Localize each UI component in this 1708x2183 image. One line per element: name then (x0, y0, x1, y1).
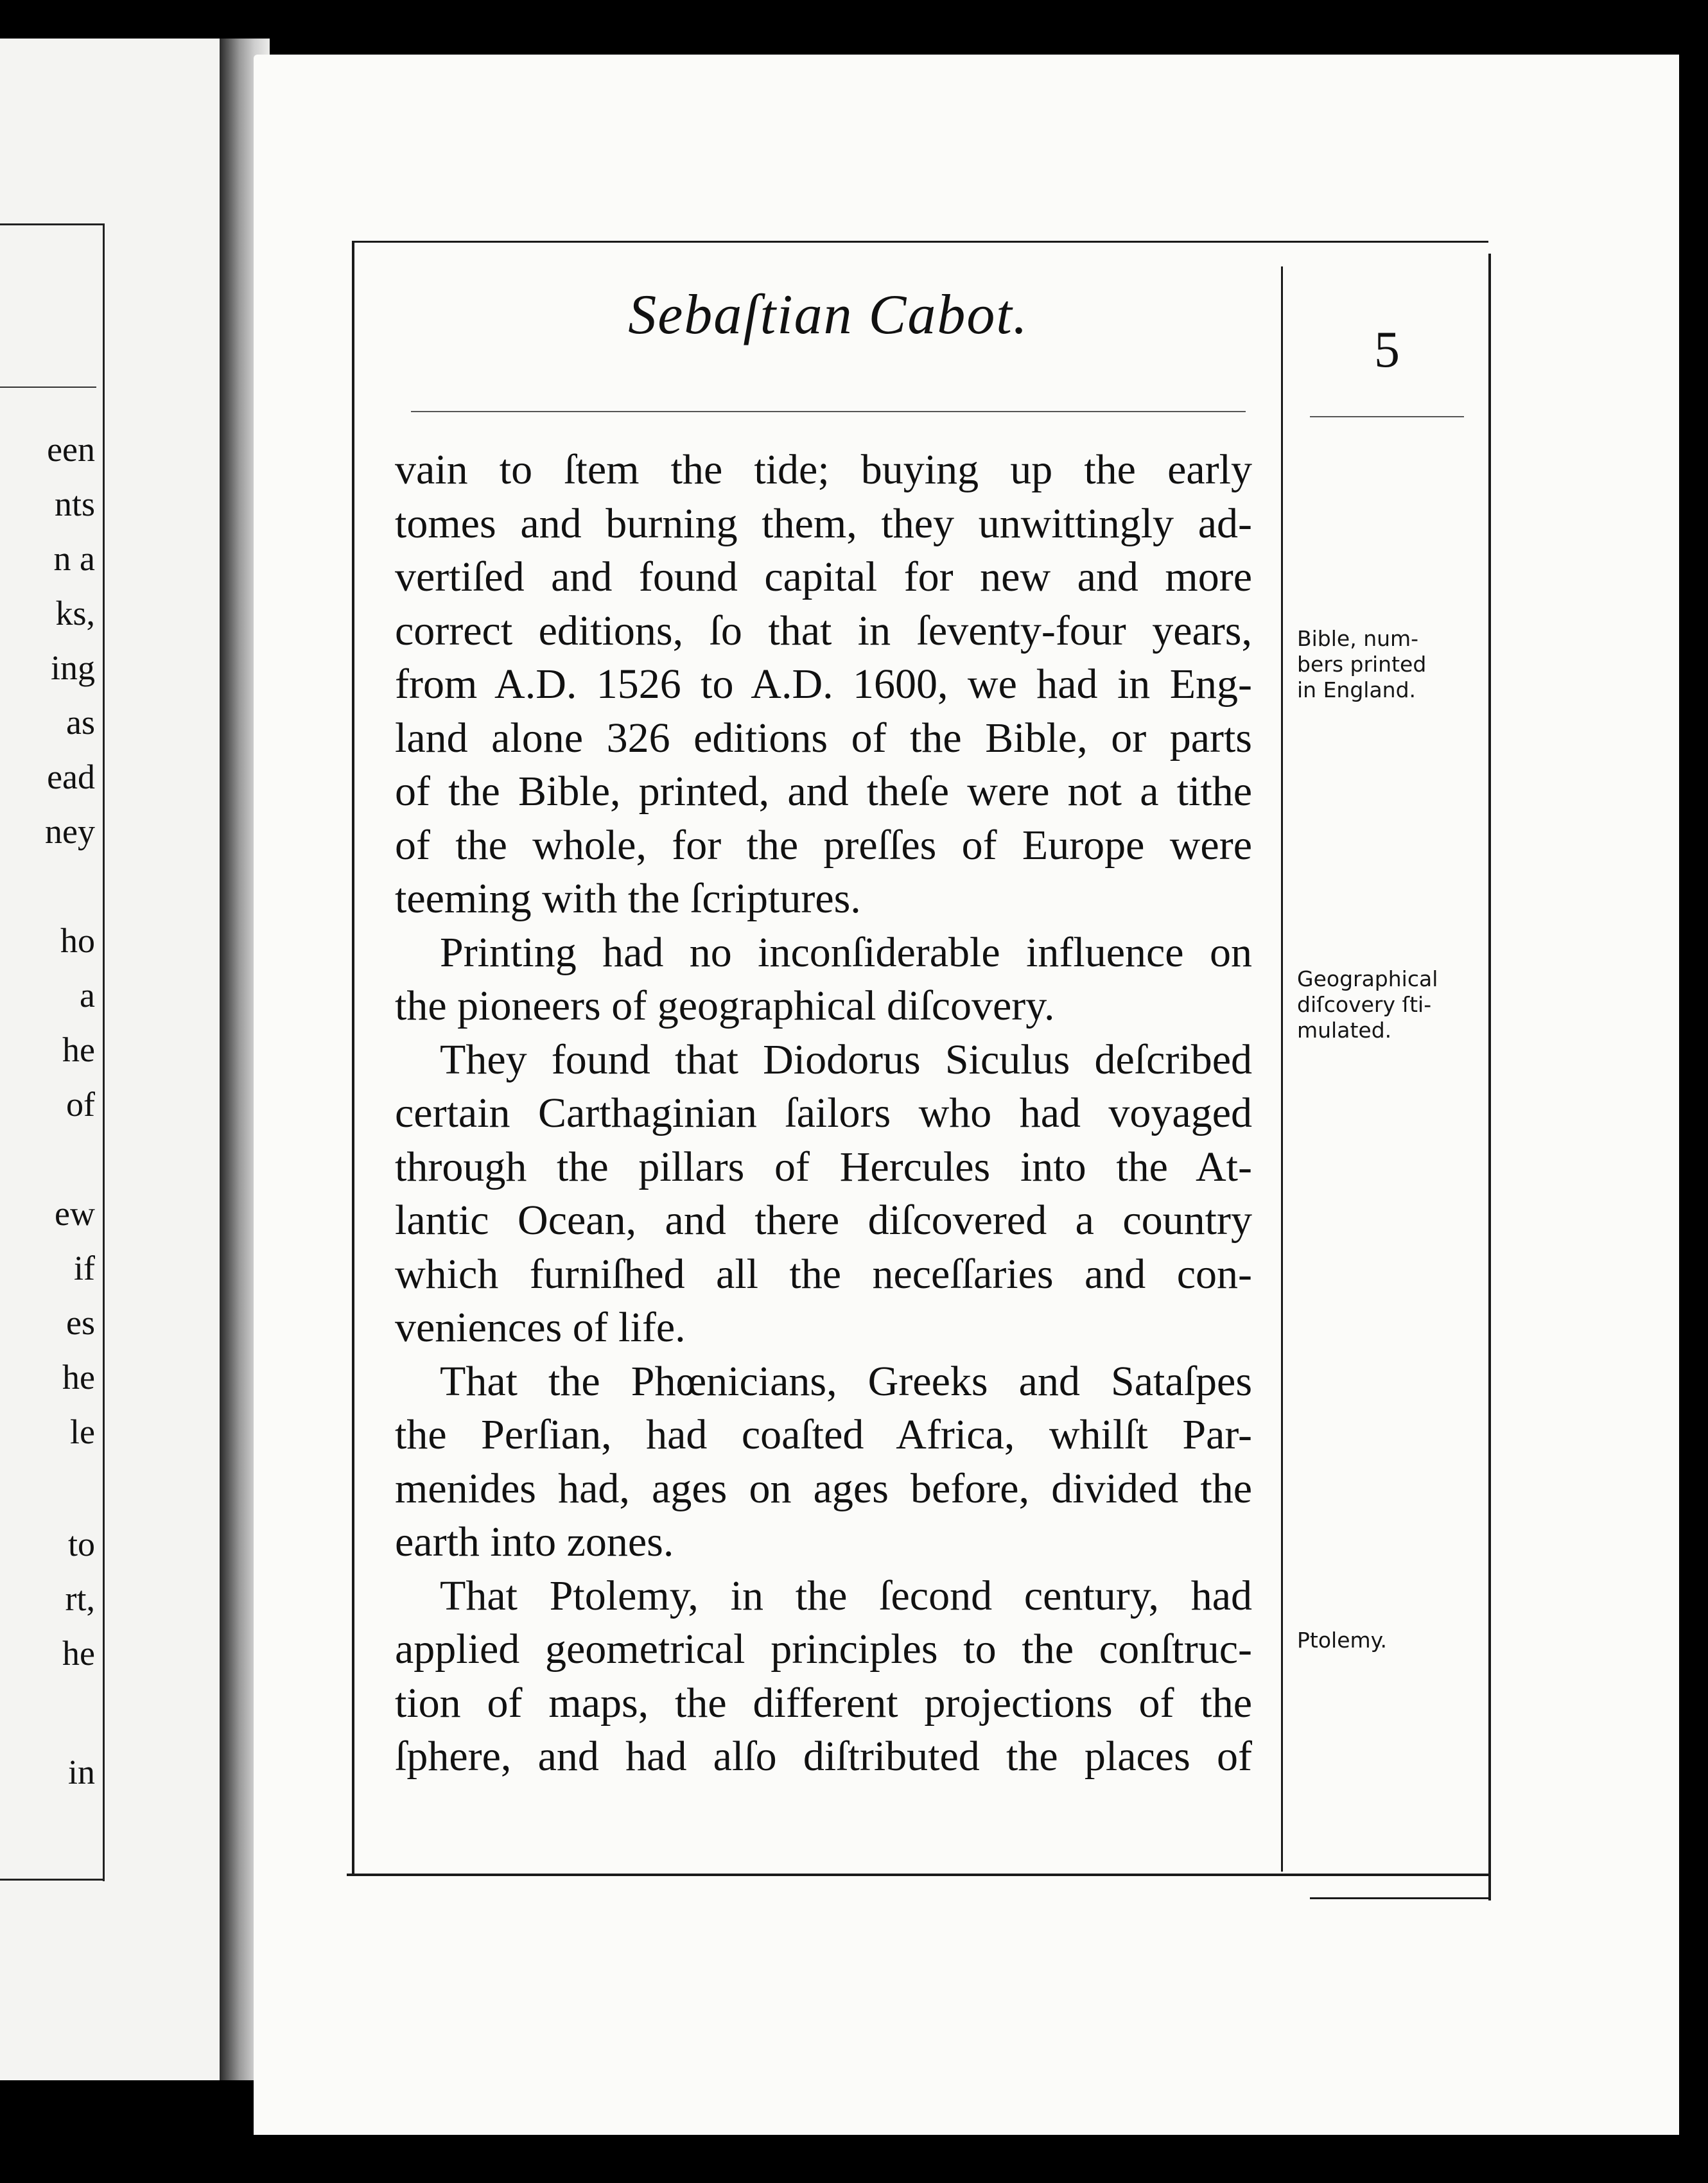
side-note-line: Geographical (1297, 966, 1438, 991)
body-line: which furniſhed all the neceſſaries and con- (395, 1250, 1252, 1298)
side-note-line: in England. (1297, 677, 1416, 702)
side-note-bible (1297, 626, 1477, 703)
body-line: ſphere, and had alſo diſtributed the places of (395, 1733, 1252, 1780)
side-note-line: Bible, num- (1297, 626, 1419, 651)
body-line: the pioneers of geographical diſcovery. (395, 982, 1055, 1029)
facing-page-fragment: he (62, 1634, 95, 1673)
facing-page-fragment: n a (53, 539, 95, 578)
side-note-line: bers printed (1297, 652, 1427, 677)
facing-page-fragment: ney (45, 812, 95, 851)
running-head: Sebaſtian Cabot. (628, 284, 1029, 346)
body-line: from A.D. 1526 to A.D. 1600, we had in Eng- (395, 661, 1252, 708)
facing-page-rule-bottom (0, 1879, 105, 1881)
side-note-ptolemy (1297, 1628, 1477, 1653)
body-line: vain to ſtem the tide; buying up the early (395, 446, 1252, 493)
body-line: Printing had no inconſiderable influence on (440, 928, 1252, 976)
body-line: tomes and burning them, they unwittingly ad- (395, 500, 1252, 547)
body-line: They found that Diodorus Siculus deſcribed (440, 1036, 1252, 1083)
facing-page-fragment: ead (47, 758, 95, 796)
facing-page-fragment: he (62, 1358, 95, 1396)
facing-page-fragment: in (67, 1753, 95, 1791)
facing-page-fragment: of (66, 1085, 95, 1124)
side-note-line: mulated. (1297, 1018, 1392, 1043)
body-line: certain Carthaginian ſailors who had voyaged (395, 1090, 1252, 1136)
body-line: menides had, ages on ages before, divided the (395, 1465, 1252, 1512)
body-line: lantic Ocean, and there diſcovered a country (395, 1197, 1252, 1244)
facing-page-head-rule (0, 387, 96, 388)
facing-page-fragment: to (67, 1525, 95, 1563)
side-note-line: diſcovery ſti- (1297, 992, 1432, 1017)
running-head-rule (411, 411, 1246, 412)
margin-column-rule (1281, 266, 1283, 1872)
body-line: land alone 326 editions of the Bible, or parts (395, 714, 1252, 761)
body-line: veniences of life. (395, 1304, 686, 1351)
facing-page-fragment: he (62, 1031, 95, 1069)
body-line: of the Bible, printed, and theſe were not a tithe (395, 768, 1252, 815)
body-line: That Ptolemy, in the ſecond century, had (440, 1572, 1252, 1619)
page-number-rule (1310, 416, 1464, 417)
facing-page-fragment: ho (60, 921, 95, 960)
body-line: earth into zones. (395, 1518, 674, 1565)
body-line: tion of maps, the different projections of the (395, 1679, 1252, 1726)
facing-page-fragment: a (80, 976, 95, 1014)
page-frame-bottom (347, 1874, 1488, 1876)
page-frame-bottom-margin (1310, 1897, 1490, 1899)
body-line: teeming with the ſcriptures. (395, 875, 861, 922)
body-line: vertiſed and found capital for new and more (395, 553, 1252, 600)
facing-page-fragment: nts (54, 485, 95, 523)
facing-page-fragment: ks, (55, 594, 95, 632)
body-line: through the pillars of Hercules into the At- (395, 1143, 1252, 1190)
facing-page-fragment: ing (50, 648, 95, 687)
side-note-geographical (1297, 966, 1477, 1043)
facing-page-fragment: een (47, 430, 95, 469)
page-number: 5 (1374, 322, 1400, 378)
facing-page-fragment: le (70, 1413, 95, 1451)
body-line: of the whole, for the preſſes of Europe were (395, 821, 1252, 869)
body-line: the Perſian, had coaſted Africa, whilſt Par- (395, 1411, 1252, 1458)
facing-page-fragment: if (74, 1249, 95, 1287)
page-frame-left (352, 241, 354, 1875)
side-note-line: Ptolemy. (1297, 1628, 1387, 1653)
body-line: That the Phœnicians, Greeks and Sataſpes (440, 1357, 1252, 1405)
facing-page-fragment: ew (55, 1194, 95, 1233)
facing-page-fragment: rt, (65, 1579, 95, 1618)
facing-page-fragment: es (66, 1303, 95, 1342)
body-text (395, 443, 1252, 1784)
facing-page-rule-vertical (103, 225, 105, 1881)
facing-page-fragment: as (66, 703, 95, 742)
facing-page-rule-top (0, 223, 105, 225)
body-line: applied geometrical principles to the conſtruc- (395, 1626, 1252, 1673)
page-frame-top (352, 241, 1488, 243)
body-line: correct editions, ſo that in ſeventy-four years, (395, 607, 1252, 654)
page-frame-right (1488, 254, 1491, 1900)
